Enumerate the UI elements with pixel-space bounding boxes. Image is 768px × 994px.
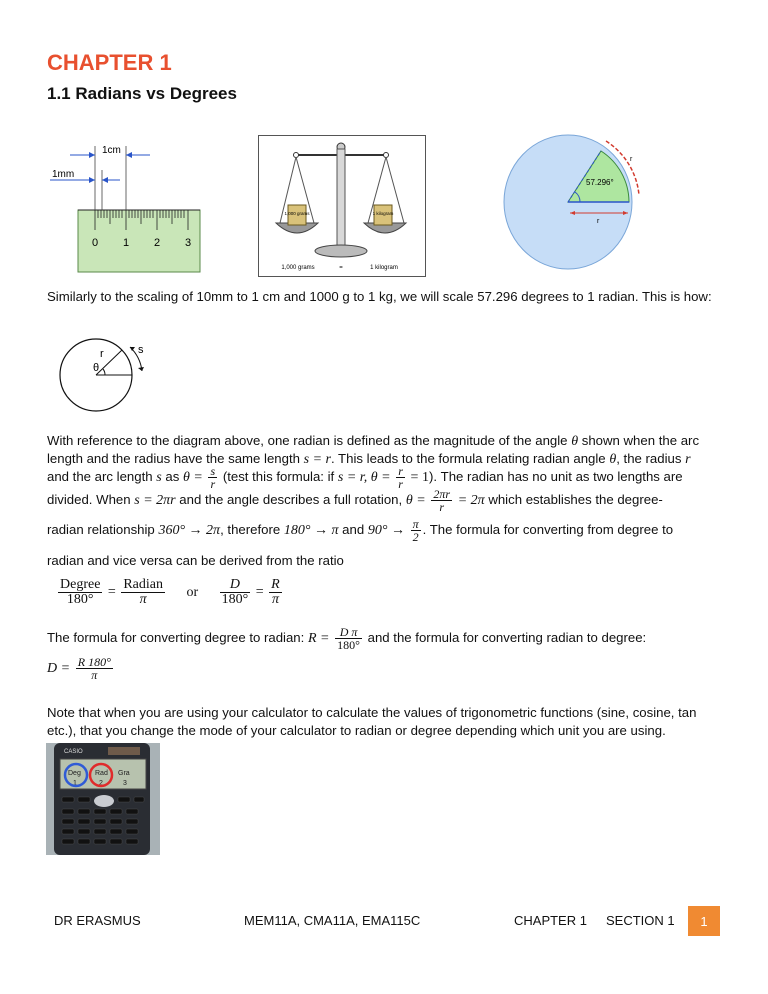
paragraph-intro: Similarly to the scaling of 10mm to 1 cm and 1000 g to 1 kg, we will scale 57.296 degrees to 1 radian. This is how: xyxy=(47,289,712,304)
math-90-deg: 90° → xyxy=(367,523,405,538)
arc-length-label: s xyxy=(138,344,144,356)
fraction-s-over-r: $\frac{s}{r}$ xyxy=(210,464,216,492)
paragraph-conversion xyxy=(47,624,727,653)
text-fragment: The formula for converting degree to radian: xyxy=(47,630,305,645)
footer-section: SECTION 1 xyxy=(606,913,675,928)
text-fragment: With reference to the diagram above, one radian is defined as the magnitude of the angle xyxy=(47,433,568,448)
text-fragment: shown when the arc xyxy=(581,433,700,448)
math-s: s xyxy=(156,470,162,485)
text-fragment: . This leads to the formula relating radian angle xyxy=(330,451,606,466)
footer-courses: MEM11A, CMA11A, EMA115C xyxy=(244,913,421,928)
text-fragment: and the formula for converting radian to degree: xyxy=(367,630,647,645)
right-pan-label: 1 kilogram xyxy=(372,211,394,216)
text-fragment: divided. When xyxy=(47,492,131,507)
text-fragment: . The formula for converting from degree to xyxy=(422,522,674,537)
fraction-D-over-180: $\frac{D}{180^\circ}$ xyxy=(221,577,249,607)
mode-num-1: 1 xyxy=(73,780,77,787)
ratio-or: or xyxy=(186,584,199,600)
text-fragment: , therefore xyxy=(220,522,281,537)
math-R-eq: R = xyxy=(307,631,330,646)
mode-num-3: 3 xyxy=(123,780,127,787)
circle-angle-label: 57.296° xyxy=(586,178,614,187)
paragraph-ratio-intro: radian and vice versa can be derived from the ratio xyxy=(47,553,344,568)
math-test-expr: s = r, θ = xyxy=(337,470,391,485)
ruler-tick-0: 0 xyxy=(92,237,99,249)
text-fragment: as xyxy=(165,469,180,484)
scale-caption-left: 1,000 grams xyxy=(281,265,315,271)
math-theta-eq: θ = xyxy=(182,470,203,485)
math-theta-eq: θ = xyxy=(405,493,426,508)
paragraph-def-line5 xyxy=(47,516,727,545)
fraction-r-over-r: $\frac{r}{r}$ xyxy=(398,464,403,492)
ruler-tick-1: 1 xyxy=(123,237,130,249)
balance-scale-figure xyxy=(258,135,426,277)
text-fragment: and the angle describes a full rotation, xyxy=(179,492,403,507)
text-fragment: ). The radian has no unit as two lengths are xyxy=(428,469,683,484)
arc-angle-label: θ xyxy=(93,362,100,374)
mode-rad: Rad xyxy=(95,770,108,777)
mode-num-2: 2 xyxy=(99,780,103,787)
math-360-deg: 360° → 2π xyxy=(158,523,221,538)
mode-deg: Deg xyxy=(68,770,81,777)
circle-arc-label: r xyxy=(630,156,633,163)
arc-diagram xyxy=(56,335,156,415)
math-theta: θ xyxy=(609,452,617,467)
fraction-R-over-pi: $\frac{R}{\pi}$ xyxy=(271,577,280,607)
fraction-radian-over-pi: $\frac{\text{Radian}}{\pi}$ xyxy=(123,577,163,607)
radian-circle-figure xyxy=(498,125,646,275)
fraction-pi-over-2: $\frac{\pi}{2}$ xyxy=(412,517,419,545)
fraction-2pir-over-r: $\frac{2\pi r}{r}$ xyxy=(433,487,451,515)
math-D-eq: D = xyxy=(47,660,71,676)
ruler-cm-label: 1cm xyxy=(102,145,121,156)
mode-gra: Gra xyxy=(118,770,130,777)
footer-chapter: CHAPTER 1 xyxy=(514,913,587,928)
math-180-deg: 180° → π xyxy=(283,523,339,538)
math-s-eq-r: s = r xyxy=(303,452,331,467)
text-fragment: (test this formula: if xyxy=(222,469,335,484)
fraction-degree-over-180: $\frac{\text{Degree}}{180^\circ}$ xyxy=(60,577,101,607)
page-number: 1 xyxy=(688,906,720,936)
paragraph-calculator-note: Note that when you are using your calculator to calculate the values of trigonometric functions (sine, cosine, tan etc.), that you change the mode of your calculator to radian or degree depending which unit you are using. xyxy=(47,705,697,738)
chapter-title: CHAPTER 1 xyxy=(47,50,172,75)
scale-caption-eq: = xyxy=(339,265,343,271)
math-eq-one: = 1 xyxy=(410,470,429,485)
arc-radius-label: r xyxy=(100,348,104,360)
math-s-2pir: s = 2πr xyxy=(134,493,176,508)
left-pan-label: 1,000 grams xyxy=(284,211,310,216)
ruler-mm-label: 1mm xyxy=(52,169,75,180)
footer-author: DR ERASMUS xyxy=(54,913,141,928)
text-fragment: length and the radius have the same length xyxy=(47,451,300,466)
circle-radius-label: r xyxy=(597,218,600,225)
text-fragment: and the arc length xyxy=(47,469,153,484)
text-fragment: , the radius xyxy=(616,451,682,466)
text-fragment: which establishes the degree- xyxy=(488,492,663,507)
calculator-photo xyxy=(46,743,160,855)
fraction-Dpi-over-180: $\frac{\text{D π}}{180^\circ}$ xyxy=(337,625,360,653)
formula-radian-to-degree xyxy=(47,656,115,681)
text-fragment: and xyxy=(342,522,365,537)
math-eq-2pi: = 2π xyxy=(457,493,485,508)
ruler-figure xyxy=(40,140,205,275)
ruler-tick-2: 2 xyxy=(154,237,161,249)
calculator-brand: CASIO xyxy=(64,749,83,755)
scale-caption-right: 1 kilogram xyxy=(370,265,398,271)
math-r: r xyxy=(685,452,691,467)
paragraph-def-line4 xyxy=(47,486,727,515)
paragraph-def-line1 xyxy=(47,432,727,451)
math-theta: θ xyxy=(571,434,579,449)
ratio-formula: $\frac{\text{Degree}}{180^\circ}$ = $\frac{\text{Radian}}{\pi}$ or $\frac{D}{180^\circ}$ = $\frac{R}{\pi}$ xyxy=(60,577,280,607)
fraction-R180-over-pi: $\frac{R 180^\circ}{\pi}$ xyxy=(77,655,111,682)
ruler-tick-3: 3 xyxy=(185,237,192,249)
text-fragment: radian relationship xyxy=(47,522,155,537)
section-title: 1.1 Radians vs Degrees xyxy=(47,84,237,103)
